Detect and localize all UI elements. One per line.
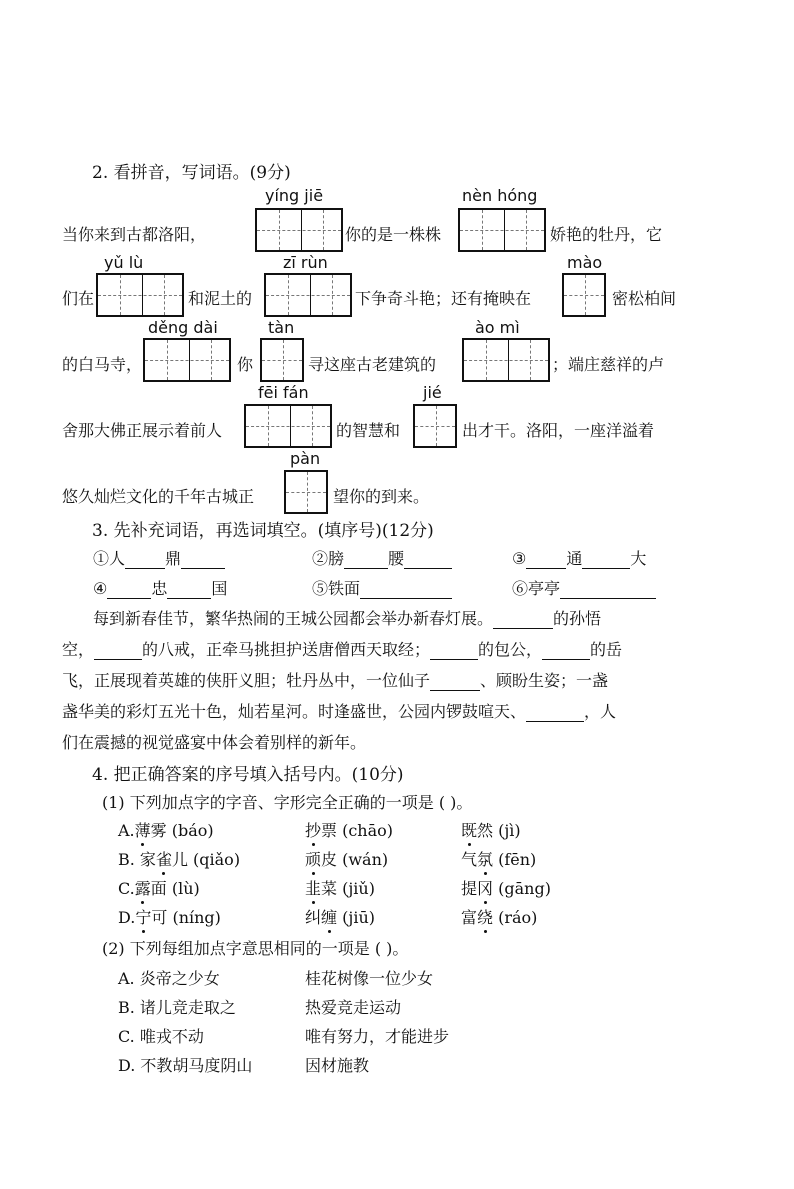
q2-line1-a: 当你来到古都洛阳， — [62, 225, 207, 244]
blank-idiom-4-a[interactable] — [107, 580, 151, 599]
q3-para-2 — [62, 637, 622, 660]
q2-line5-b: 望你的到来。 — [333, 487, 430, 506]
option-b3-pre: 气 — [461, 850, 478, 869]
pinyin-nenhong: nèn hóng — [462, 186, 538, 205]
idiom-1-b: 鼎 — [165, 549, 182, 568]
blank-idiom-2-b[interactable] — [404, 550, 452, 569]
option-b2[interactable] — [305, 847, 388, 870]
q3-title: 3. 先补充词语，再选词填空。(填序号)(12分) — [92, 521, 434, 541]
blank-idiom-3-a[interactable] — [526, 550, 566, 569]
q2-line1-b: 你的是一株株 — [345, 225, 442, 244]
idiom-5-a: ⑤铁面 — [312, 579, 361, 598]
option-d3-pre: 富 — [461, 908, 478, 927]
option-g1[interactable]: C. 唯戎不动 — [118, 1027, 204, 1046]
pinyin-tan: tàn — [268, 318, 295, 337]
pinyin-dengdai: děng dài — [148, 318, 218, 337]
option-a1-label: A. — [118, 821, 135, 840]
option-d2-dotted: 缠 — [321, 908, 338, 927]
idiom-6 — [512, 576, 656, 599]
q2-title: 2. 看拼音，写词语。(9分) — [92, 163, 291, 183]
option-c3[interactable] — [461, 876, 551, 899]
option-c3-dotted: 冈 — [477, 879, 494, 898]
pinyin-pan: pàn — [290, 449, 321, 468]
option-h1[interactable]: D. 不教胡马度阴山 — [118, 1056, 253, 1075]
answer-grid-tan[interactable] — [260, 338, 304, 382]
q2-line1-c: 娇艳的牡丹，它 — [550, 225, 663, 244]
answer-grid-zirun[interactable] — [264, 273, 352, 317]
option-a3-dotted: 既 — [461, 821, 478, 840]
idiom-1-a: ①人 — [93, 549, 126, 568]
pinyin-jie: jié — [423, 383, 442, 402]
q2-line2-d: 密松柏间 — [612, 289, 677, 308]
q2-line2-c: 下争奇斗艳；还有掩映在 — [355, 289, 532, 308]
option-b1[interactable] — [118, 847, 240, 870]
option-b2-dotted: 顽 — [305, 850, 322, 869]
blank-idiom-1-b[interactable] — [181, 550, 225, 569]
blank-fill-6[interactable] — [526, 703, 584, 722]
option-c1-rest: 面 (lù) — [150, 879, 200, 898]
blank-idiom-5[interactable] — [360, 580, 452, 599]
idiom-3-a: ③ — [512, 549, 527, 568]
blank-idiom-6[interactable] — [560, 580, 656, 599]
idiom-2-b: 腰 — [388, 549, 405, 568]
option-f1[interactable]: B. 诸儿竞走取之 — [118, 998, 236, 1017]
q4-sub1: (1) 下列加点字的字音、字形完全正确的一项是 ( )。 — [102, 793, 473, 812]
answer-grid-jie[interactable] — [413, 404, 457, 448]
idiom-3 — [512, 546, 646, 569]
blank-idiom-1-a[interactable] — [125, 550, 165, 569]
option-d3-dotted: 绕 — [477, 908, 494, 927]
blank-fill-2[interactable] — [94, 641, 142, 660]
q3-para-1 — [93, 606, 601, 629]
q3-para-1-text: 每到新春佳节，繁华热闹的王城公园都会举办新春灯展。 — [93, 609, 494, 628]
q3-para-2-c: 的包公， — [478, 640, 543, 659]
option-a1[interactable] — [118, 818, 214, 841]
q2-line4-a: 舍那大佛正展示着前人 — [62, 421, 223, 440]
answer-grid-dengdai[interactable] — [143, 338, 231, 382]
option-d2-pre: 纠 — [305, 908, 322, 927]
idiom-6-a: ⑥亭亭 — [512, 579, 561, 598]
idiom-4-a: ④ — [93, 579, 108, 598]
option-d1[interactable] — [118, 905, 221, 928]
option-c2[interactable] — [305, 876, 375, 899]
option-a2-rest: 票 (chāo) — [321, 821, 394, 840]
q2-line2-a: 们在 — [62, 289, 95, 308]
option-a2-dotted: 抄 — [305, 821, 322, 840]
blank-fill-4[interactable] — [542, 641, 590, 660]
q3-para-1-end: 的孙悟 — [553, 609, 602, 628]
option-a3[interactable] — [461, 818, 521, 841]
blank-idiom-3-b[interactable] — [582, 550, 630, 569]
option-b1-dotted: 雀 — [155, 850, 172, 869]
q4-title: 4. 把正确答案的序号填入括号内。(10分) — [92, 765, 404, 785]
q3-para-3-b: 、顾盼生姿；一盏 — [480, 671, 609, 690]
option-f2: 热爱竞走运动 — [305, 998, 402, 1017]
q3-para-4 — [62, 699, 616, 722]
q3-para-4-b: ，人 — [584, 702, 617, 721]
option-g2: 唯有努力，才能进步 — [305, 1027, 450, 1046]
q3-para-3 — [62, 668, 608, 691]
idiom-4 — [93, 576, 227, 599]
q4-sub2: (2) 下列每组加点字意思相同的一项是 ( )。 — [102, 939, 409, 958]
answer-grid-aomi[interactable] — [462, 338, 550, 382]
pinyin-yulu: yǔ lù — [104, 253, 144, 272]
option-b3[interactable] — [461, 847, 536, 870]
blank-fill-3[interactable] — [430, 641, 478, 660]
pinyin-mao: mào — [567, 253, 603, 272]
option-b1-rest: 儿 (qiǎo) — [171, 850, 241, 869]
option-b2-rest: 皮 (wán) — [321, 850, 389, 869]
q2-line4-c: 出才干。洛阳，一座洋溢着 — [462, 421, 655, 440]
q2-line3-d: ；端庄慈祥的卢 — [552, 355, 665, 374]
idiom-3-b: 通 — [566, 549, 583, 568]
idiom-5 — [312, 576, 452, 599]
q2-line3-c: 寻这座古老建筑的 — [308, 355, 437, 374]
option-c3-pre: 提 — [461, 879, 478, 898]
q2-line2-b: 和泥土的 — [188, 289, 253, 308]
answer-grid-mao[interactable] — [562, 273, 606, 317]
option-a3-rest: 然 (jì) — [477, 821, 521, 840]
option-a1-rest: 雾 (báo) — [150, 821, 214, 840]
blank-fill-1[interactable] — [493, 610, 553, 629]
idiom-4-b: 忠 — [151, 579, 168, 598]
idiom-4-c: 国 — [211, 579, 228, 598]
pinyin-yingjie: yíng jiē — [265, 186, 324, 205]
option-e1[interactable]: A. 炎帝之少女 — [118, 969, 220, 988]
q2-line4-b: 的智慧和 — [336, 421, 401, 440]
q3-para-2-b: 的八戒，正牵马挑担护送唐僧西天取经； — [142, 640, 431, 659]
option-d1-label: D. — [118, 908, 136, 927]
option-c1[interactable] — [118, 876, 200, 899]
blank-idiom-4-b[interactable] — [167, 580, 211, 599]
option-c3-rest: (gāng) — [493, 879, 551, 898]
blank-fill-5[interactable] — [430, 672, 480, 691]
option-d2[interactable] — [305, 905, 375, 928]
pinyin-aomi: ào mì — [475, 318, 520, 337]
q2-line3-b: 你 — [237, 355, 254, 374]
answer-grid-feifan[interactable] — [244, 404, 332, 448]
answer-grid-yingjie[interactable] — [255, 208, 343, 252]
q3-para-4-a: 盏华美的彩灯五光十色，灿若星河。时逢盛世，公园内锣鼓喧天、 — [62, 702, 527, 721]
answer-grid-pan[interactable] — [284, 470, 328, 514]
q2-line5-a: 悠久灿烂文化的千年古城正 — [62, 487, 255, 506]
answer-grid-nenhong[interactable] — [458, 208, 546, 252]
option-b3-dotted: 氛 — [477, 850, 494, 869]
q3-para-5: 们在震撼的视觉盛宴中体会着别样的新年。 — [62, 733, 367, 752]
q3-para-3-a: 飞，正展现着英雄的侠肝义胆；牡丹丛中，一位仙子 — [62, 671, 431, 690]
option-e2: 桂花树像一位少女 — [305, 969, 434, 988]
option-c1-label: C. — [118, 879, 135, 898]
option-d2-rest: (jiū) — [337, 908, 375, 927]
pinyin-zirun: zī rùn — [283, 253, 328, 272]
option-d1-rest: 可 (níng) — [151, 908, 221, 927]
blank-idiom-2-a[interactable] — [344, 550, 388, 569]
q3-para-2-d: 的岳 — [590, 640, 623, 659]
idiom-1 — [93, 546, 225, 569]
option-a1-dotted: 薄 — [134, 821, 151, 840]
option-b1-label: B. 家 — [118, 850, 156, 869]
q3-para-2-a: 空， — [62, 640, 95, 659]
idiom-3-c: 大 — [630, 549, 647, 568]
idiom-2-a: ②膀 — [312, 549, 345, 568]
q2-line3-a: 的白马寺， — [62, 355, 143, 374]
option-d3[interactable] — [461, 905, 537, 928]
option-c2-rest: 菜 (jiǔ) — [321, 879, 375, 898]
option-a2[interactable] — [305, 818, 393, 841]
idiom-2 — [312, 546, 452, 569]
option-h2: 因材施教 — [305, 1056, 370, 1075]
option-b3-rest: (fēn) — [493, 850, 537, 869]
pinyin-feifan: fēi fán — [258, 383, 309, 402]
option-c2-dotted: 韭 — [305, 879, 322, 898]
option-c1-dotted: 露 — [134, 879, 151, 898]
option-d3-rest: (ráo) — [493, 908, 538, 927]
answer-grid-yulu[interactable] — [96, 273, 184, 317]
option-d1-dotted: 宁 — [135, 908, 152, 927]
